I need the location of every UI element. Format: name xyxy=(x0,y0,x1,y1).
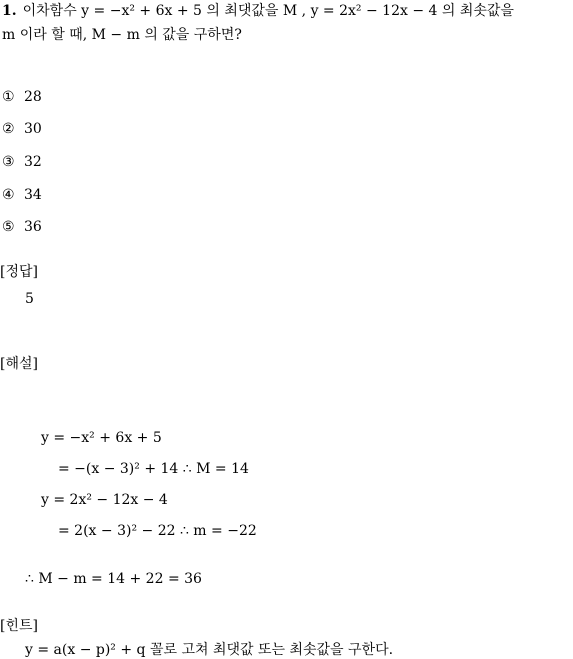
hint-text: y = a(x − p)² + q 꼴로 고쳐 최댓값 또는 최솟값을 구한다. xyxy=(25,642,394,658)
question-number: 1. xyxy=(2,3,17,19)
hint-heading: [힌트] xyxy=(0,618,38,634)
choice-1[interactable] xyxy=(2,88,42,106)
choice-4-value: 34 xyxy=(24,187,42,203)
explanation-step-2: = −(x − 3)² + 14 ∴ M = 14 xyxy=(58,461,249,477)
choice-5-value: 36 xyxy=(24,219,42,235)
choice-4[interactable] xyxy=(2,186,42,204)
question-line-1 xyxy=(2,2,514,20)
explanation-conclusion: ∴ M − m = 14 + 22 = 36 xyxy=(25,571,202,587)
choice-2-mark: ② xyxy=(2,121,15,137)
explanation-step-3: y = 2x² − 12x − 4 xyxy=(41,492,168,508)
answer-heading: [정답] xyxy=(0,264,38,280)
question-line-2 xyxy=(2,26,242,44)
explanation-heading: [해설] xyxy=(0,356,38,372)
explanation-step-1: y = −x² + 6x + 5 xyxy=(41,430,162,446)
choice-3[interactable] xyxy=(2,153,42,171)
explanation-step-4: = 2(x − 3)² − 22 ∴ m = −22 xyxy=(58,523,257,539)
choice-4-mark: ④ xyxy=(2,187,15,203)
choice-2-value: 30 xyxy=(24,121,42,137)
question-text-2: m 이라 할 때, M − m 의 값을 구하면? xyxy=(2,27,242,43)
choice-2[interactable] xyxy=(2,120,42,138)
choice-3-mark: ③ xyxy=(2,154,15,170)
choice-1-mark: ① xyxy=(2,89,15,105)
choice-5-mark: ⑤ xyxy=(2,219,15,235)
choice-1-value: 28 xyxy=(24,89,42,105)
choice-5[interactable] xyxy=(2,218,42,236)
question-text-1: 이차함수 y = −x² + 6x + 5 의 최댓값을 M , y = 2x² − 12x − 4 의 최솟값을 xyxy=(22,3,514,19)
answer-value: 5 xyxy=(25,291,34,307)
choice-3-value: 32 xyxy=(24,154,42,170)
